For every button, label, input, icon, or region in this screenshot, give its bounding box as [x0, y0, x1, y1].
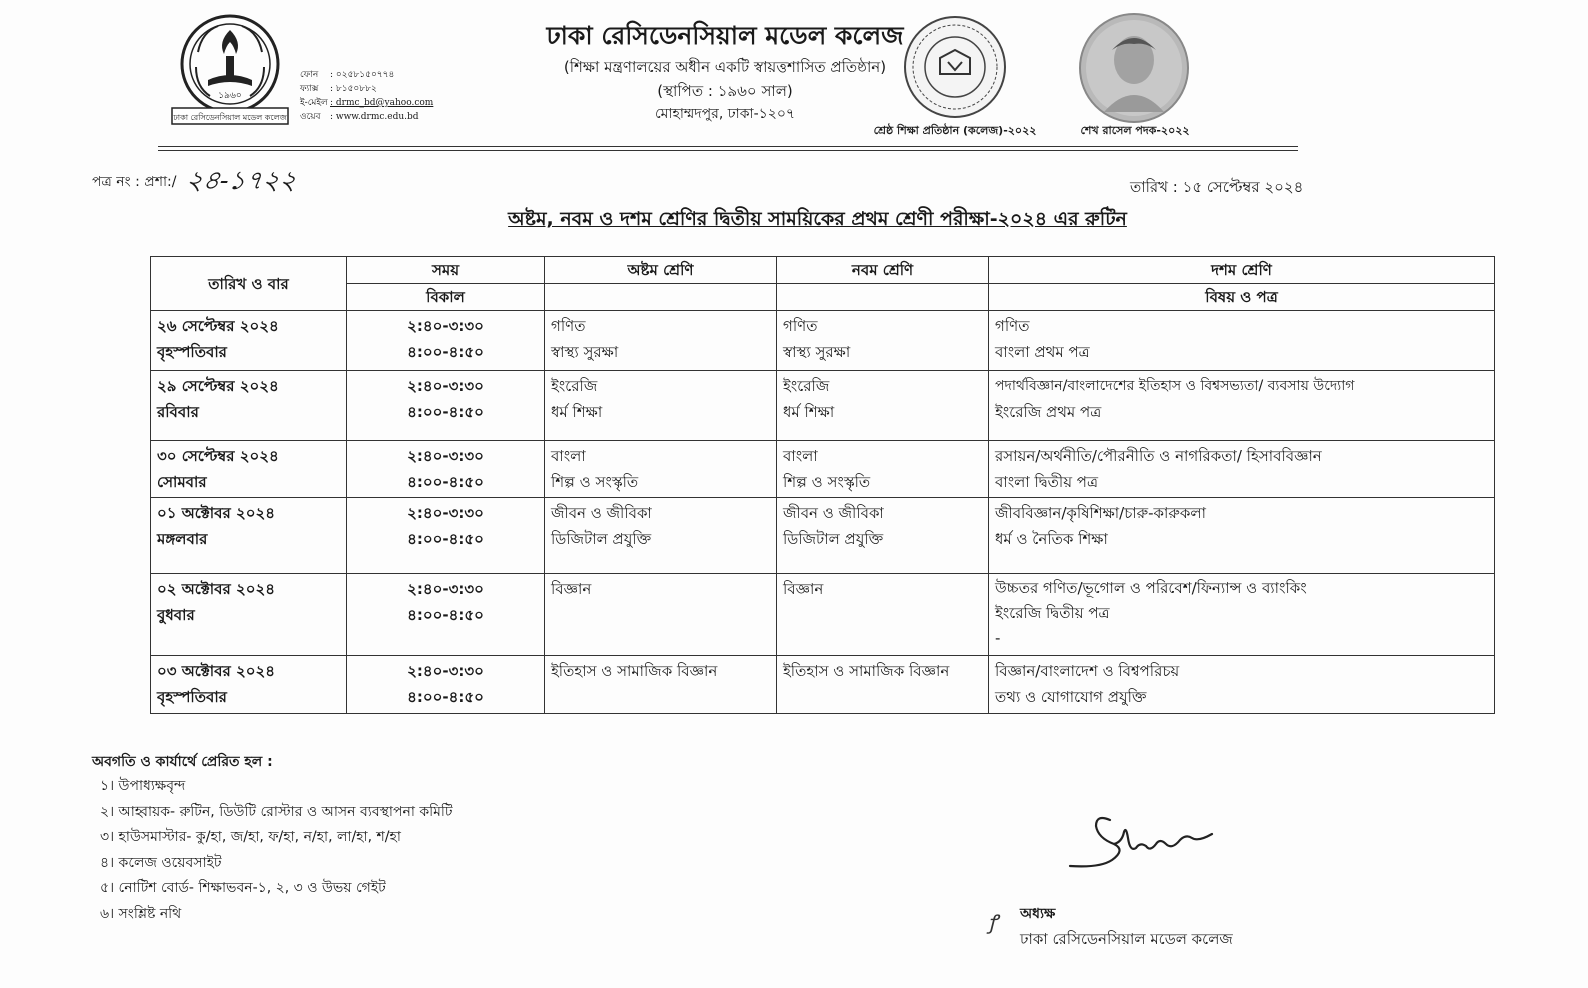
time-cell	[347, 498, 545, 574]
exam-date: ২৯ সেপ্টেম্বর ২০২৪	[157, 377, 279, 395]
signatory-college: ঢাকা রেসিডেনসিয়াল মডেল কলেজ	[1020, 930, 1233, 948]
list-item: ৪। কলেজ ওয়েবসাইট	[100, 854, 222, 871]
class8-subject-2: স্বাস্থ্য সুরক্ষা	[551, 343, 619, 361]
table-row	[151, 656, 1495, 714]
college-logo	[168, 12, 292, 130]
svg-text:১৯৬০: ১৯৬০	[218, 91, 242, 101]
class8-cell	[545, 656, 777, 714]
exam-date: ৩০ সেপ্টেম্বর ২০২৪	[157, 447, 279, 465]
table-subheader-row	[151, 284, 1495, 311]
class10-cell	[989, 441, 1495, 498]
table-row	[151, 498, 1495, 574]
class8-subject-2: ডিজিটাল প্রযুক্তি	[551, 530, 652, 548]
class9-subject-1: জীবন ও জীবিকা	[783, 504, 884, 522]
exam-day: বৃহস্পতিবার	[157, 688, 227, 706]
class9-subject-2: ডিজিটাল প্রযুক্তি	[783, 530, 884, 548]
class9-subject-1: ইতিহাস ও সামাজিক বিজ্ঞান	[783, 662, 950, 680]
award-seal-icon	[900, 14, 1010, 120]
class9-cell	[777, 441, 989, 498]
list-item: ২। আহ্বায়ক- রুটিন, ডিউটি রোস্টার ও আসন ব্যবস্থাপনা কমিটি	[100, 803, 453, 820]
class8-subject-1: গণিত	[551, 317, 586, 335]
class8-cell	[545, 311, 777, 371]
date-day-cell	[151, 498, 347, 574]
class10-cell	[989, 311, 1495, 371]
class8-subject-1: ইতিহাস ও সামাজিক বিজ্ঞান	[551, 662, 718, 680]
class8-subject-2: শিল্প ও সংস্কৃতি	[551, 473, 639, 491]
email-label: ই-মেইল	[300, 98, 328, 108]
class10-subject-1: বিজ্ঞান/বাংলাদেশ ও বিশ্বপরিচয়	[995, 662, 1180, 680]
header-divider	[158, 146, 1298, 147]
class10-subject-1: গণিত	[995, 317, 1030, 335]
time-cell	[347, 656, 545, 714]
list-item: ৬। সংশ্লিষ্ট নথি	[100, 905, 182, 922]
class8-cell	[545, 371, 777, 441]
class8-cell	[545, 498, 777, 574]
class10-subject-2: বাংলা দ্বিতীয় পত্র	[995, 473, 1099, 491]
initials-mark: ꝭ	[988, 910, 998, 934]
college-address: মোহাম্মদপুর, ঢাকা-১২০৭	[654, 106, 796, 122]
class10-subject-1: রসায়ন/অর্থনীতি/পৌরনীতি ও নাগরিকতা/ হিসাববিজ্ঞান	[995, 447, 1322, 465]
college-subtitle: (শিক্ষা মন্ত্রণালয়ের অধীন একটি স্বায়ত্তশাসিত প্রতিষ্ঠান)	[563, 58, 887, 76]
table-row	[151, 441, 1495, 498]
memo-number: ২৪-১৭২২	[183, 166, 299, 196]
header-class10: দশম শ্রেণি	[989, 257, 1495, 284]
date-day-cell	[151, 656, 347, 714]
exam-day: রবিবার	[157, 403, 199, 421]
exam-day: মঙ্গলবার	[157, 530, 208, 548]
class8-subject-2: ধর্ম শিক্ষা	[551, 403, 603, 421]
phone-value: : ০২৫৮১৫০৭৭৪	[330, 70, 395, 80]
class10-subject-2: ধর্ম ও নৈতিক শিক্ষা	[995, 530, 1108, 548]
time-cell	[347, 574, 545, 656]
exam-day: বৃহস্পতিবার	[157, 343, 227, 361]
class9-subject-2: স্বাস্থ্য সুরক্ষা	[783, 343, 851, 361]
header-class8: অষ্টম শ্রেণি	[545, 257, 777, 284]
table-header-row	[151, 257, 1495, 284]
class9-cell	[777, 656, 989, 714]
time-slot-2: ৪:০০-৪:৫০	[407, 403, 484, 421]
class9-cell	[777, 498, 989, 574]
header-time: সময়	[347, 257, 545, 284]
time-slot-1: ২:৪০-৩:৩০	[407, 447, 484, 465]
medal-portrait-icon	[1076, 12, 1192, 124]
fax-label: ফ্যাক্স	[300, 84, 319, 94]
class10-subject-1: উচ্চতর গণিত/ভূগোল ও পরিবেশ/ফিন্যান্স ও ব্যাংকিং	[995, 579, 1307, 597]
class9-subject-1: বিজ্ঞান	[783, 580, 824, 598]
date-day-cell	[151, 441, 347, 498]
table-row	[151, 574, 1495, 656]
class10-subject-2: বাংলা প্রথম পত্র	[995, 343, 1090, 361]
time-slot-2: ৪:০০-৪:৫০	[407, 606, 484, 624]
phone-label: ফোন	[300, 70, 319, 80]
time-slot-2: ৪:০০-৪:৫০	[407, 530, 484, 548]
time-slot-1: ২:৪০-৩:৩০	[407, 377, 484, 395]
header-time-sub: বিকাল	[347, 284, 545, 311]
web-link[interactable]: : www.drmc.edu.bd	[330, 112, 419, 122]
date-day-cell	[151, 311, 347, 371]
class9-subject-2: শিল্প ও সংস্কৃতি	[783, 473, 871, 491]
date-day-cell	[151, 371, 347, 441]
class8-subject-1: জীবন ও জীবিকা	[551, 504, 652, 522]
class8-subject-1: বাংলা	[551, 447, 586, 465]
class10-subject-3: -	[995, 629, 1001, 647]
principal-title: অধ্যক্ষ	[1020, 906, 1056, 922]
time-slot-1: ২:৪০-৩:৩০	[407, 504, 484, 522]
class10-subject-2: ইংরেজি প্রথম পত্র	[995, 403, 1102, 421]
list-item: ১। উপাধ্যক্ষবৃন্দ	[100, 778, 186, 794]
table-row	[151, 371, 1495, 441]
class8-cell	[545, 441, 777, 498]
exam-routine-table	[150, 256, 1495, 714]
class10-cell	[989, 656, 1495, 714]
award1-caption: শ্রেষ্ঠ শিক্ষা প্রতিষ্ঠান (কলেজ)-২০২২	[873, 124, 1037, 137]
time-slot-1: ২:৪০-৩:৩০	[407, 317, 484, 335]
established-year: (স্থাপিত : ১৯৬০ সাল)	[657, 82, 793, 100]
class8-subject-1: ইংরেজি	[551, 377, 598, 395]
header-class10-sub: বিষয় ও পত্র	[989, 284, 1495, 311]
class10-subject-1: জীববিজ্ঞান/কৃষিশিক্ষা/চারু-কারুকলা	[995, 504, 1206, 522]
list-item: ৫। নোটিশ বোর্ড- শিক্ষাভবন-১, ২, ৩ ও উভয় গেইট	[100, 880, 386, 896]
class9-subject-1: বাংলা	[783, 447, 818, 465]
date-day-cell	[151, 574, 347, 656]
class8-cell	[545, 574, 777, 656]
header-class8-sub	[545, 284, 777, 311]
class10-cell	[989, 574, 1495, 656]
class10-cell	[989, 371, 1495, 441]
header-date-day: তারিখ ও বার	[151, 257, 347, 311]
exam-date: ০২ অক্টোবর ২০২৪	[157, 580, 275, 598]
class10-cell	[989, 498, 1495, 574]
svg-text:ঢাকা রেসিডেনসিয়াল মডেল কলেজ: ঢাকা রেসিডেনসিয়াল মডেল কলেজ	[173, 113, 287, 122]
college-name: ঢাকা রেসিডেনসিয়াল মডেল কলেজ	[546, 21, 904, 50]
time-slot-1: ২:৪০-৩:৩০	[407, 662, 484, 680]
issue-date: তারিখ : ১৫ সেপ্টেম্বর ২০২৪	[1130, 178, 1304, 196]
web-label: ওয়েব	[300, 112, 321, 122]
email-link[interactable]: : drmc_bd@yahoo.com	[330, 98, 434, 108]
class10-subject-2: ইংরেজি দ্বিতীয় পত্র	[995, 604, 1110, 622]
list-item: ৩। হাউসমাস্টার- কু/হা, জ/হা, ফ/হা, ন/হা, লা/হা, শ/হা	[100, 829, 401, 845]
exam-date: ২৬ সেপ্টেম্বর ২০২৪	[157, 317, 279, 335]
header-class9: নবম শ্রেণি	[777, 257, 989, 284]
class9-cell	[777, 311, 989, 371]
class9-subject-1: ইংরেজি	[783, 377, 830, 395]
class10-subject-2: তথ্য ও যোগাযোগ প্রযুক্তি	[995, 688, 1147, 706]
time-slot-2: ৪:০০-৪:৫০	[407, 473, 484, 491]
fax-value: : ৮১৫০৮৮২	[330, 84, 377, 94]
cc-list	[100, 774, 453, 927]
routine-title: অষ্টম, নবম ও দশম শ্রেণির দ্বিতীয় সাময়িকের প্রথম শ্রেণী পরীক্ষা-২০২৪ এর রুটিন	[508, 208, 1127, 230]
class9-cell	[777, 371, 989, 441]
class9-cell	[777, 574, 989, 656]
time-slot-2: ৪:০০-৪:৫০	[407, 688, 484, 706]
memo-label: পত্র নং : প্রশা:/	[92, 174, 177, 190]
header-divider-thin	[158, 150, 1298, 151]
class9-subject-1: গণিত	[783, 317, 818, 335]
award2-caption: শেখ রাসেল পদক-২০২২	[1080, 124, 1190, 137]
class8-subject-1: বিজ্ঞান	[551, 580, 592, 598]
time-cell	[347, 371, 545, 441]
exam-date: ০৩ অক্টোবর ২০২৪	[157, 662, 275, 680]
exam-day: বুধবার	[157, 606, 195, 624]
header-class9-sub	[777, 284, 989, 311]
table-row	[151, 311, 1495, 371]
exam-day: সোমবার	[157, 473, 207, 491]
class10-subject-1: পদার্থবিজ্ঞান/বাংলাদেশের ইতিহাস ও বিশ্বসভ্যতা/ ব্যবসায় উদ্যোগ	[995, 378, 1355, 394]
principal-signature	[1062, 808, 1222, 878]
time-slot-1: ২:৪০-৩:৩০	[407, 580, 484, 598]
exam-date: ০১ অক্টোবর ২০২৪	[157, 504, 275, 522]
time-cell	[347, 441, 545, 498]
class9-subject-2: ধর্ম শিক্ষা	[783, 403, 835, 421]
time-slot-2: ৪:০০-৪:৫০	[407, 343, 484, 361]
time-cell	[347, 311, 545, 371]
cc-title: অবগতি ও কার্যার্থে প্রেরিত হল :	[92, 754, 273, 770]
